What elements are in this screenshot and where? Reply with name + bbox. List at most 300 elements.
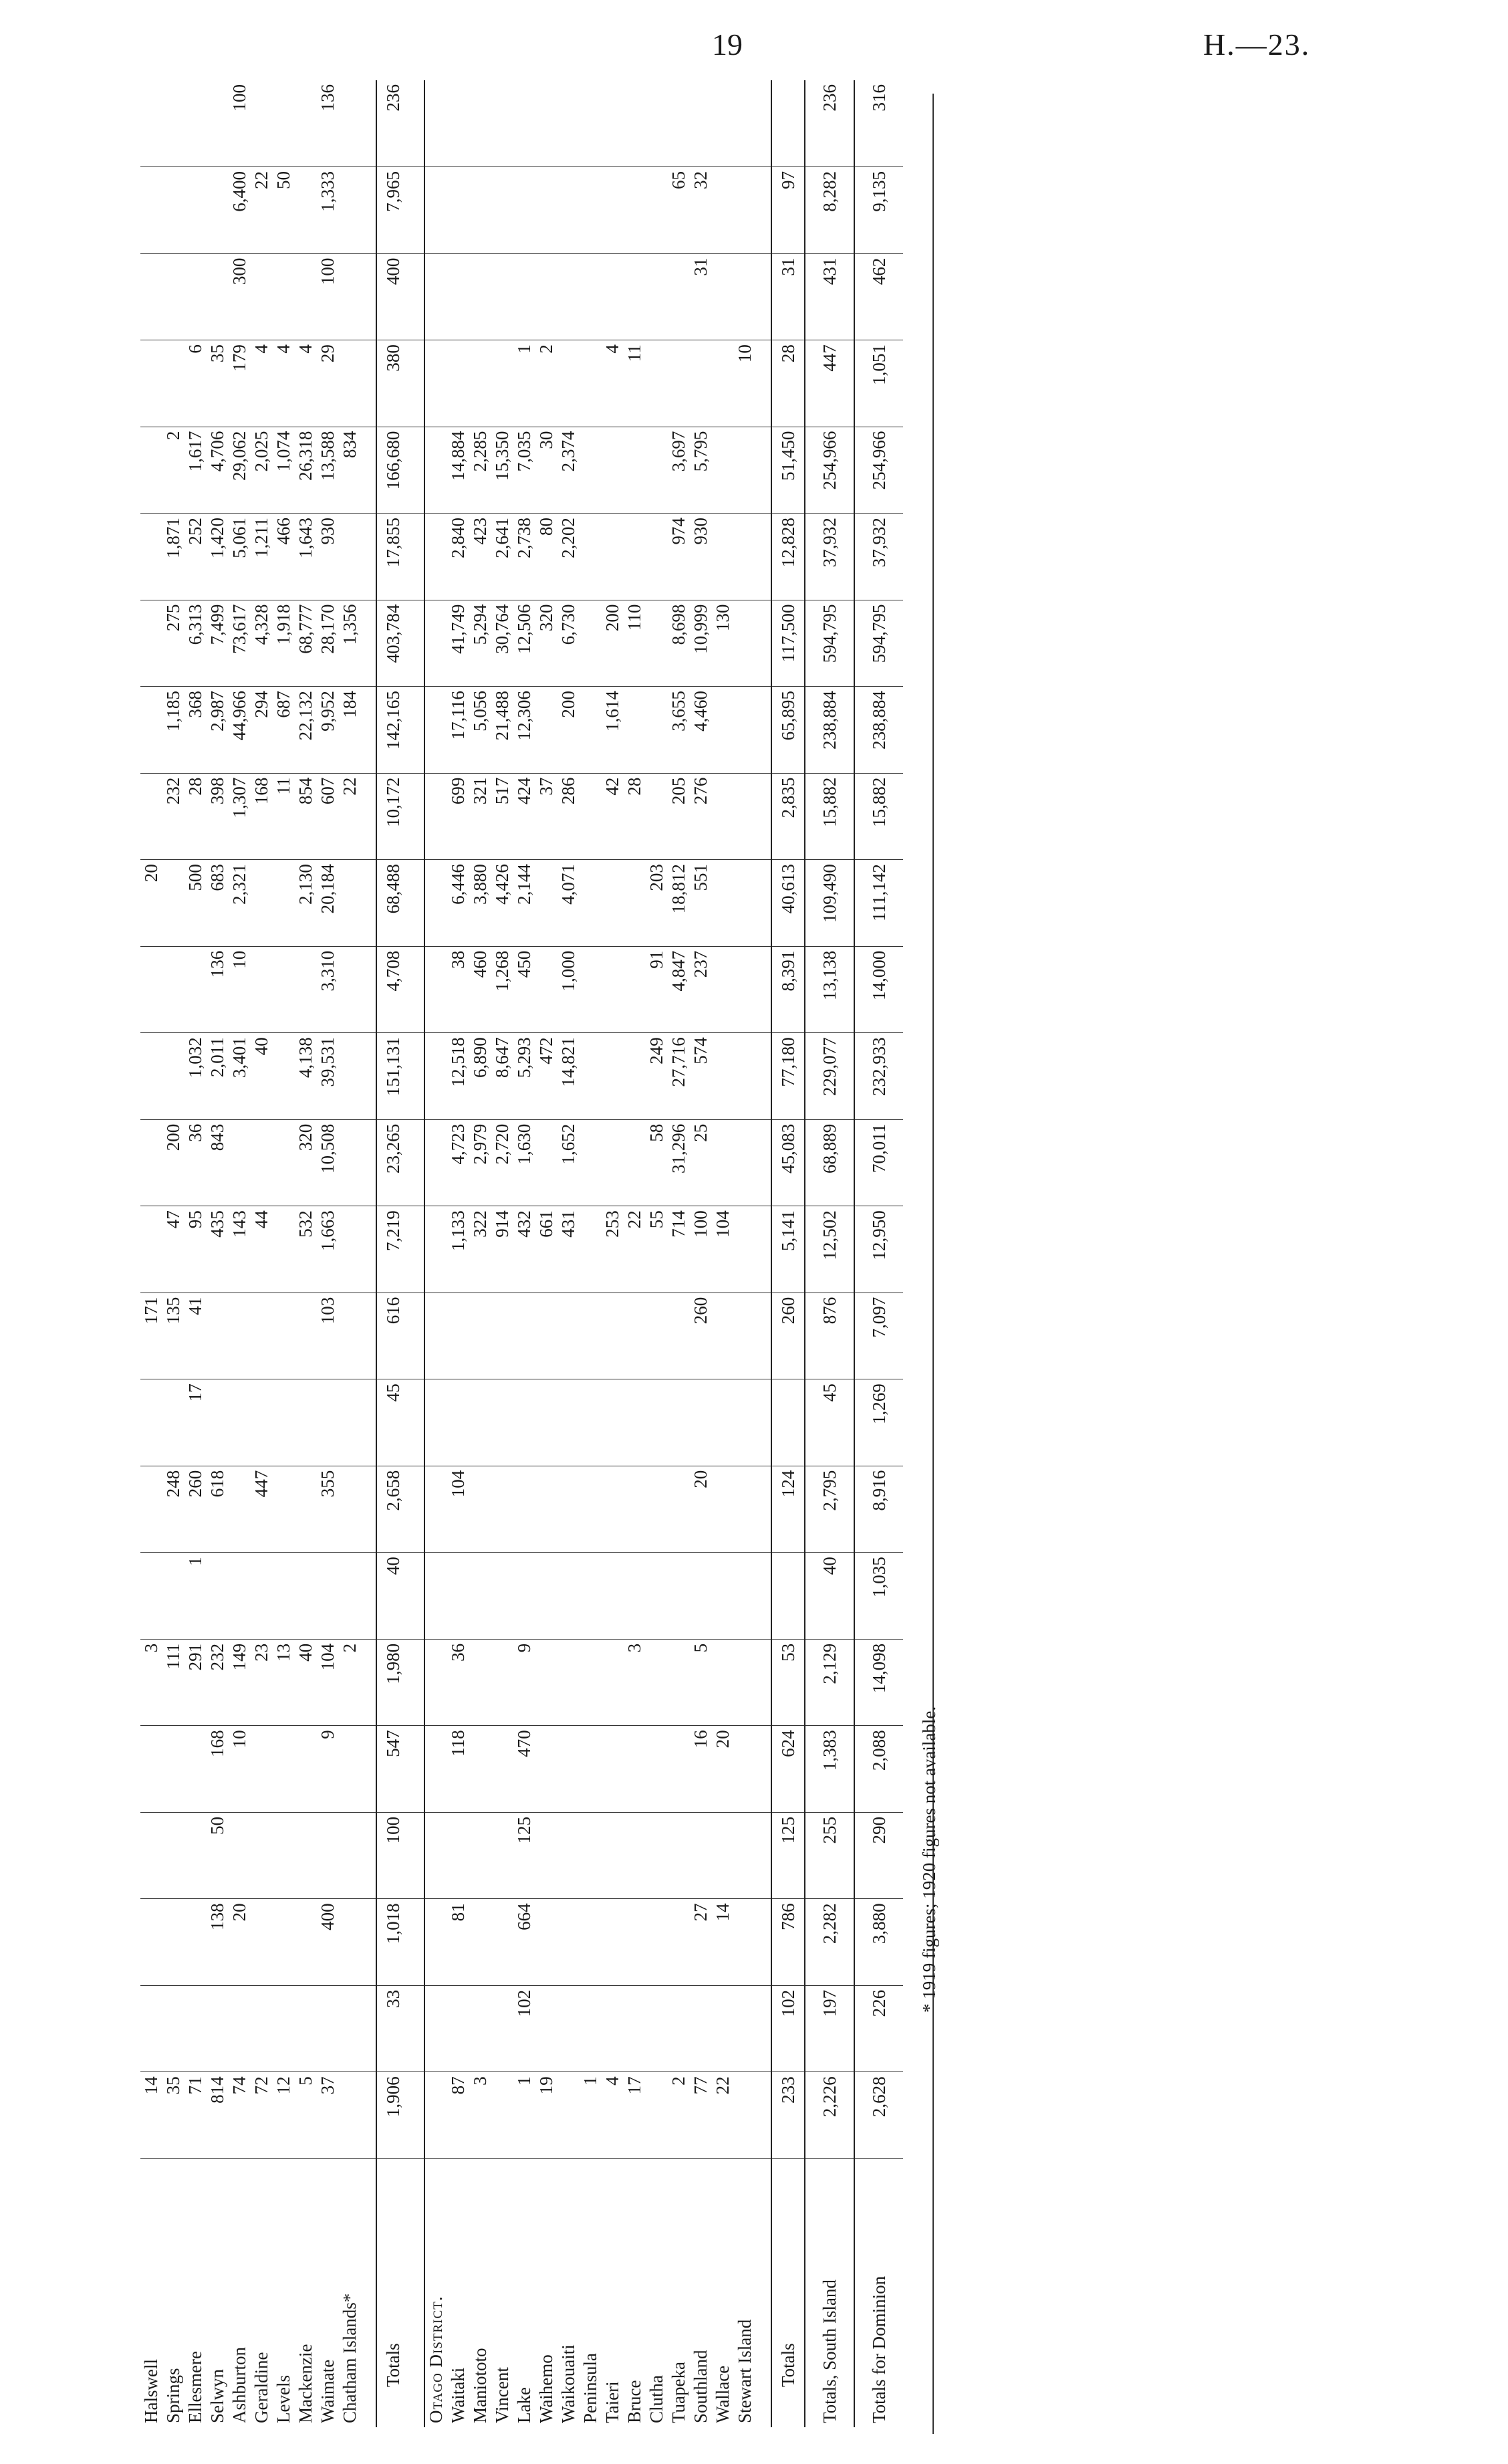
table-cell	[734, 1379, 756, 1466]
table-cell	[251, 1812, 273, 1899]
table-cell: 184	[339, 687, 361, 774]
row-label: Lake	[513, 2158, 535, 2427]
table-cell: 50	[207, 1812, 229, 1899]
table-cell	[295, 167, 317, 254]
table-cell: 6,400	[229, 167, 251, 254]
table-cell: 551	[690, 860, 712, 947]
table-cell	[756, 1812, 771, 1899]
table-cell: 5,061	[229, 514, 251, 600]
table-cell: 110	[624, 600, 646, 687]
table-cell	[361, 1899, 376, 1986]
table-cell	[424, 1553, 447, 1640]
table-cell	[491, 167, 513, 254]
table-cell	[624, 1379, 646, 1466]
table-cell: 6	[184, 340, 207, 427]
table-cell	[734, 1033, 756, 1120]
table-cell	[756, 773, 771, 860]
table-cell: 7,035	[513, 427, 535, 514]
table-cell: 699	[447, 773, 469, 860]
table-cell: 2,202	[557, 514, 580, 600]
table-cell	[447, 1985, 469, 2072]
table-cell	[469, 80, 491, 167]
table-cell: 179	[229, 340, 251, 427]
table-cell: 109,490	[805, 860, 854, 947]
table-cell	[339, 514, 361, 600]
table-cell	[229, 1119, 251, 1206]
table-cell	[295, 946, 317, 1033]
table-cell: 130	[712, 600, 734, 687]
table-cell	[162, 167, 184, 254]
table-cell	[734, 2072, 756, 2159]
table-cell	[207, 167, 229, 254]
table-cell	[162, 1726, 184, 1813]
table-cell	[251, 253, 273, 340]
table-cell: 1,617	[184, 427, 207, 514]
table-cell	[624, 1985, 646, 2072]
table-cell: 232	[162, 773, 184, 860]
table-cell: 103	[317, 1293, 339, 1379]
table-cell: 142,165	[376, 687, 409, 774]
table-cell: 7,499	[207, 600, 229, 687]
table-cell	[580, 1379, 602, 1466]
table-cell	[580, 687, 602, 774]
table-row	[447, 80, 469, 2427]
table-cell: 14,098	[854, 1639, 903, 1726]
table-cell	[668, 80, 690, 167]
table-cell	[602, 1379, 624, 1466]
table-cell: 17	[624, 2072, 646, 2159]
table-row	[734, 80, 756, 2427]
table-cell	[424, 946, 447, 1033]
table-cell: 229,077	[805, 1033, 854, 1120]
table-cell	[624, 1553, 646, 1640]
table-cell	[580, 600, 602, 687]
table-cell	[295, 1726, 317, 1813]
table-row	[646, 80, 668, 2427]
table-cell: 1,663	[317, 1206, 339, 1293]
table-cell	[361, 1119, 376, 1206]
table-cell: 40	[376, 1553, 409, 1640]
row-label: Levels	[273, 2158, 295, 2427]
table-cell	[409, 167, 424, 254]
table-cell: 12,306	[513, 687, 535, 774]
table-cell: 616	[376, 1293, 409, 1379]
table-cell: 834	[339, 427, 361, 514]
table-cell	[557, 1379, 580, 1466]
table-cell	[339, 1985, 361, 2072]
table-cell	[602, 1033, 624, 1120]
table-cell: 45,083	[771, 1119, 805, 1206]
table-cell: 930	[690, 514, 712, 600]
table-cell: 29	[317, 340, 339, 427]
table-cell: 294	[251, 687, 273, 774]
table-cell	[557, 1812, 580, 1899]
table-cell	[690, 1985, 712, 2072]
table-cell: 15,882	[805, 773, 854, 860]
table-cell: 37	[317, 2072, 339, 2159]
table-cell: 166,680	[376, 427, 409, 514]
table-cell: 27,716	[668, 1033, 690, 1120]
footnote: * 1919 figures; 1920 figures not available.	[919, 1706, 939, 2013]
table-cell: 136	[318, 84, 338, 112]
table-cell: 14	[140, 2072, 162, 2159]
table-cell: 16	[690, 1726, 712, 1813]
table-cell: 70,011	[854, 1119, 903, 1206]
table-cell: 31	[771, 253, 805, 340]
table-cell	[513, 167, 535, 254]
table-cell: 232	[207, 1639, 229, 1726]
table-cell	[361, 2072, 376, 2159]
table-cell	[361, 80, 376, 167]
row-label: Southland	[690, 2158, 712, 2427]
table-cell: 1	[580, 2072, 602, 2159]
table-cell	[580, 1553, 602, 1640]
table-cell: 8,647	[491, 1033, 513, 1120]
table-cell: 197	[805, 1985, 854, 2072]
table-cell: 5,141	[771, 1206, 805, 1293]
table-cell: 320	[295, 1119, 317, 1206]
table-cell	[409, 80, 424, 167]
table-cell	[771, 1553, 805, 1640]
table-cell: 5,056	[469, 687, 491, 774]
table-cell	[535, 1812, 557, 1899]
table-cell: 4,071	[557, 860, 580, 947]
table-cell	[184, 1899, 207, 1986]
table-cell	[469, 1639, 491, 1726]
table-cell: 238,884	[805, 687, 854, 774]
table-cell: 18,812	[668, 860, 690, 947]
table-cell: 2,129	[805, 1639, 854, 1726]
table-cell	[557, 1899, 580, 1986]
table-row	[602, 80, 624, 2427]
table-cell: 435	[207, 1206, 229, 1293]
table-cell: 14,821	[557, 1033, 580, 1120]
table-cell	[734, 773, 756, 860]
table-cell: 1,630	[513, 1119, 535, 1206]
row-label: Totals	[771, 2158, 805, 2427]
table-cell	[712, 1466, 734, 1553]
table-cell: 260	[771, 1293, 805, 1379]
table-cell: 4,708	[376, 946, 409, 1033]
table-cell	[361, 1033, 376, 1120]
table-cell	[409, 1985, 424, 2072]
row-label: Totals for Dominion	[854, 2158, 903, 2427]
table-cell	[295, 1812, 317, 1899]
table-cell	[409, 1639, 424, 1726]
table-cell: 2,835	[771, 773, 805, 860]
table-cell: 320	[535, 600, 557, 687]
table-cell	[317, 1379, 339, 1466]
table-cell: 2,979	[469, 1119, 491, 1206]
table-cell: 12,828	[771, 514, 805, 600]
table-cell	[140, 1812, 162, 1899]
table-cell: 31	[690, 253, 712, 340]
table-cell	[734, 946, 756, 1033]
table-cell	[734, 600, 756, 687]
table-cell: 466	[273, 514, 295, 600]
table-cell	[624, 1812, 646, 1899]
table-cell: 2,987	[207, 687, 229, 774]
table-cell: 104	[712, 1206, 734, 1293]
table-cell	[535, 687, 557, 774]
table-cell	[251, 1726, 273, 1813]
table-cell	[712, 1985, 734, 2072]
table-cell	[491, 1726, 513, 1813]
table-cell	[513, 1293, 535, 1379]
table-cell	[295, 253, 317, 340]
table-cell	[424, 1985, 447, 2072]
table-cell	[513, 1379, 535, 1466]
table-cell	[624, 253, 646, 340]
table-cell	[602, 1812, 624, 1899]
row-label: Selwyn	[207, 2158, 229, 2427]
table-cell: 400	[376, 253, 409, 340]
table-cell: 661	[535, 1206, 557, 1293]
table-cell: 53	[771, 1639, 805, 1726]
table-row	[580, 80, 602, 2427]
table-cell: 2	[668, 2072, 690, 2159]
table-cell	[756, 1033, 771, 1120]
table-cell	[712, 1639, 734, 1726]
table-cell: 1,000	[557, 946, 580, 1033]
table-cell	[535, 1119, 557, 1206]
table-cell: 102	[513, 1985, 535, 2072]
table-cell	[491, 1899, 513, 1986]
table-cell	[756, 1119, 771, 1206]
table-cell	[162, 80, 184, 167]
table-cell	[295, 80, 317, 167]
table-cell	[469, 340, 491, 427]
row-label: Chatham Islands*	[339, 2158, 361, 2427]
table-cell	[162, 253, 184, 340]
table-cell	[646, 687, 668, 774]
table-cell: 205	[668, 773, 690, 860]
table-cell	[734, 1726, 756, 1813]
table-cell: 447	[805, 340, 854, 427]
table-cell: 28	[771, 340, 805, 427]
table-cell: 68,488	[376, 860, 409, 947]
table-row	[376, 80, 409, 2427]
table-cell: 3,655	[668, 687, 690, 774]
table-cell: 1,652	[557, 1119, 580, 1206]
table-cell	[557, 1466, 580, 1553]
table-cell: 22	[624, 1206, 646, 1293]
table-cell	[162, 860, 184, 947]
table-cell: 36	[184, 1119, 207, 1206]
table-cell: 149	[229, 1639, 251, 1726]
table-cell	[162, 1812, 184, 1899]
table-cell	[361, 773, 376, 860]
table-cell	[734, 687, 756, 774]
table-cell	[624, 860, 646, 947]
table-cell	[361, 167, 376, 254]
table-cell	[624, 1293, 646, 1379]
table-cell	[409, 1379, 424, 1466]
table-cell	[734, 80, 756, 167]
table-cell	[162, 1899, 184, 1986]
table-cell	[756, 340, 771, 427]
rotated-statistics-table	[140, 80, 949, 2427]
table-row	[557, 80, 580, 2427]
table-cell: 7,219	[376, 1206, 409, 1293]
table-cell	[624, 1033, 646, 1120]
table-cell: 10,172	[376, 773, 409, 860]
table-cell: 1,643	[295, 514, 317, 600]
table-cell: 2,088	[854, 1726, 903, 1813]
table-cell: 607	[317, 773, 339, 860]
table-cell: 400	[317, 1899, 339, 1986]
table-cell: 4,847	[668, 946, 690, 1033]
table-cell: 1,211	[251, 514, 273, 600]
table-cell	[491, 340, 513, 427]
table-cell: 2	[162, 427, 184, 514]
table-cell	[602, 1119, 624, 1206]
table-cell: 1,333	[317, 167, 339, 254]
table-cell: 111,142	[854, 860, 903, 947]
table-cell	[140, 1985, 162, 2072]
table-cell: 95	[184, 1206, 207, 1293]
table-cell	[624, 946, 646, 1033]
table-cell	[295, 1899, 317, 1986]
table-cell	[273, 1812, 295, 1899]
table-cell: 12,518	[447, 1033, 469, 1120]
table-cell: 39,531	[317, 1033, 339, 1120]
table-cell	[162, 946, 184, 1033]
table-cell	[424, 1206, 447, 1293]
table-cell	[668, 1639, 690, 1726]
table-cell: 5,293	[513, 1033, 535, 1120]
table-cell: 65,895	[771, 687, 805, 774]
table-cell	[668, 1812, 690, 1899]
table-cell	[734, 1899, 756, 1986]
table-cell	[646, 80, 668, 167]
table-cell: 8,391	[771, 946, 805, 1033]
table-cell: 40	[805, 1553, 854, 1640]
table-cell: 9	[513, 1639, 535, 1726]
table-cell	[771, 80, 805, 167]
table-cell: 1,032	[184, 1033, 207, 1120]
table-cell: 6,313	[184, 600, 207, 687]
table-cell	[409, 1033, 424, 1120]
table-cell: 1	[513, 2072, 535, 2159]
table-cell: 151,131	[376, 1033, 409, 1120]
table-cell	[535, 1293, 557, 1379]
table-cell	[712, 427, 734, 514]
table-cell: 200	[557, 687, 580, 774]
table-cell	[229, 1293, 251, 1379]
table-cell: 91	[646, 946, 668, 1033]
table-cell	[409, 340, 424, 427]
table-cell: 44	[251, 1206, 273, 1293]
table-cell	[409, 1206, 424, 1293]
table-cell	[734, 253, 756, 340]
table-cell: 517	[491, 773, 513, 860]
table-cell	[602, 514, 624, 600]
table-cell: 8,282	[805, 167, 854, 254]
table-cell	[535, 946, 557, 1033]
table-cell: 1,356	[339, 600, 361, 687]
table-row	[273, 80, 295, 2427]
table-cell: 238,884	[854, 687, 903, 774]
table-cell: 2,840	[447, 514, 469, 600]
table-cell	[140, 427, 162, 514]
table-cell	[361, 600, 376, 687]
table-cell	[273, 946, 295, 1033]
table-cell: 236	[805, 80, 854, 167]
table-cell	[361, 1985, 376, 2072]
table-cell	[580, 1293, 602, 1379]
table-cell	[469, 1293, 491, 1379]
table-cell	[409, 687, 424, 774]
table-cell	[207, 1379, 229, 1466]
table-cell	[339, 860, 361, 947]
table-cell: 23	[251, 1639, 273, 1726]
row-label: Maniototo	[469, 2158, 491, 2427]
table-cell: 460	[469, 946, 491, 1033]
table-cell	[409, 860, 424, 947]
table-cell: 233	[771, 2072, 805, 2159]
table-cell	[251, 1293, 273, 1379]
table-cell: 100	[690, 1206, 712, 1293]
table-cell	[409, 1466, 424, 1553]
table-cell: 275	[162, 600, 184, 687]
table-cell: 786	[771, 1899, 805, 1986]
table-cell: 1,051	[854, 340, 903, 427]
table-cell: 45	[805, 1379, 854, 1466]
table-row	[140, 80, 162, 2427]
table-cell: 2,321	[229, 860, 251, 947]
table-cell	[602, 946, 624, 1033]
table-cell	[229, 1812, 251, 1899]
table-cell	[361, 340, 376, 427]
table-cell	[140, 253, 162, 340]
table-cell	[469, 1553, 491, 1640]
table-cell: 431	[805, 253, 854, 340]
row-label: Geraldine	[251, 2158, 273, 2427]
table-row	[491, 80, 513, 2427]
table-cell	[424, 80, 447, 167]
table-cell	[207, 253, 229, 340]
table-cell	[447, 1293, 469, 1379]
table-cell	[602, 1726, 624, 1813]
table-cell: 40	[295, 1639, 317, 1726]
table-cell	[273, 1379, 295, 1466]
table-row	[207, 80, 229, 2427]
table-cell	[602, 1899, 624, 1986]
table-cell	[447, 1812, 469, 1899]
table-cell: 1,185	[162, 687, 184, 774]
table-cell: 19	[535, 2072, 557, 2159]
table-cell	[491, 80, 513, 167]
table-cell: 104	[447, 1466, 469, 1553]
spacer-row	[361, 80, 376, 2427]
table-cell	[339, 2072, 361, 2159]
table-cell	[580, 80, 602, 167]
table-cell: 17	[184, 1379, 207, 1466]
table-cell	[140, 1899, 162, 1986]
table-cell	[424, 2072, 447, 2159]
table-cell	[624, 427, 646, 514]
table-cell	[140, 1119, 162, 1206]
table-cell: 2,374	[557, 427, 580, 514]
table-cell: 1,307	[229, 773, 251, 860]
table-cell	[580, 427, 602, 514]
table-cell	[690, 340, 712, 427]
table-cell: 4,706	[207, 427, 229, 514]
table-cell	[690, 1553, 712, 1640]
table-cell	[535, 167, 557, 254]
table-cell	[339, 1293, 361, 1379]
